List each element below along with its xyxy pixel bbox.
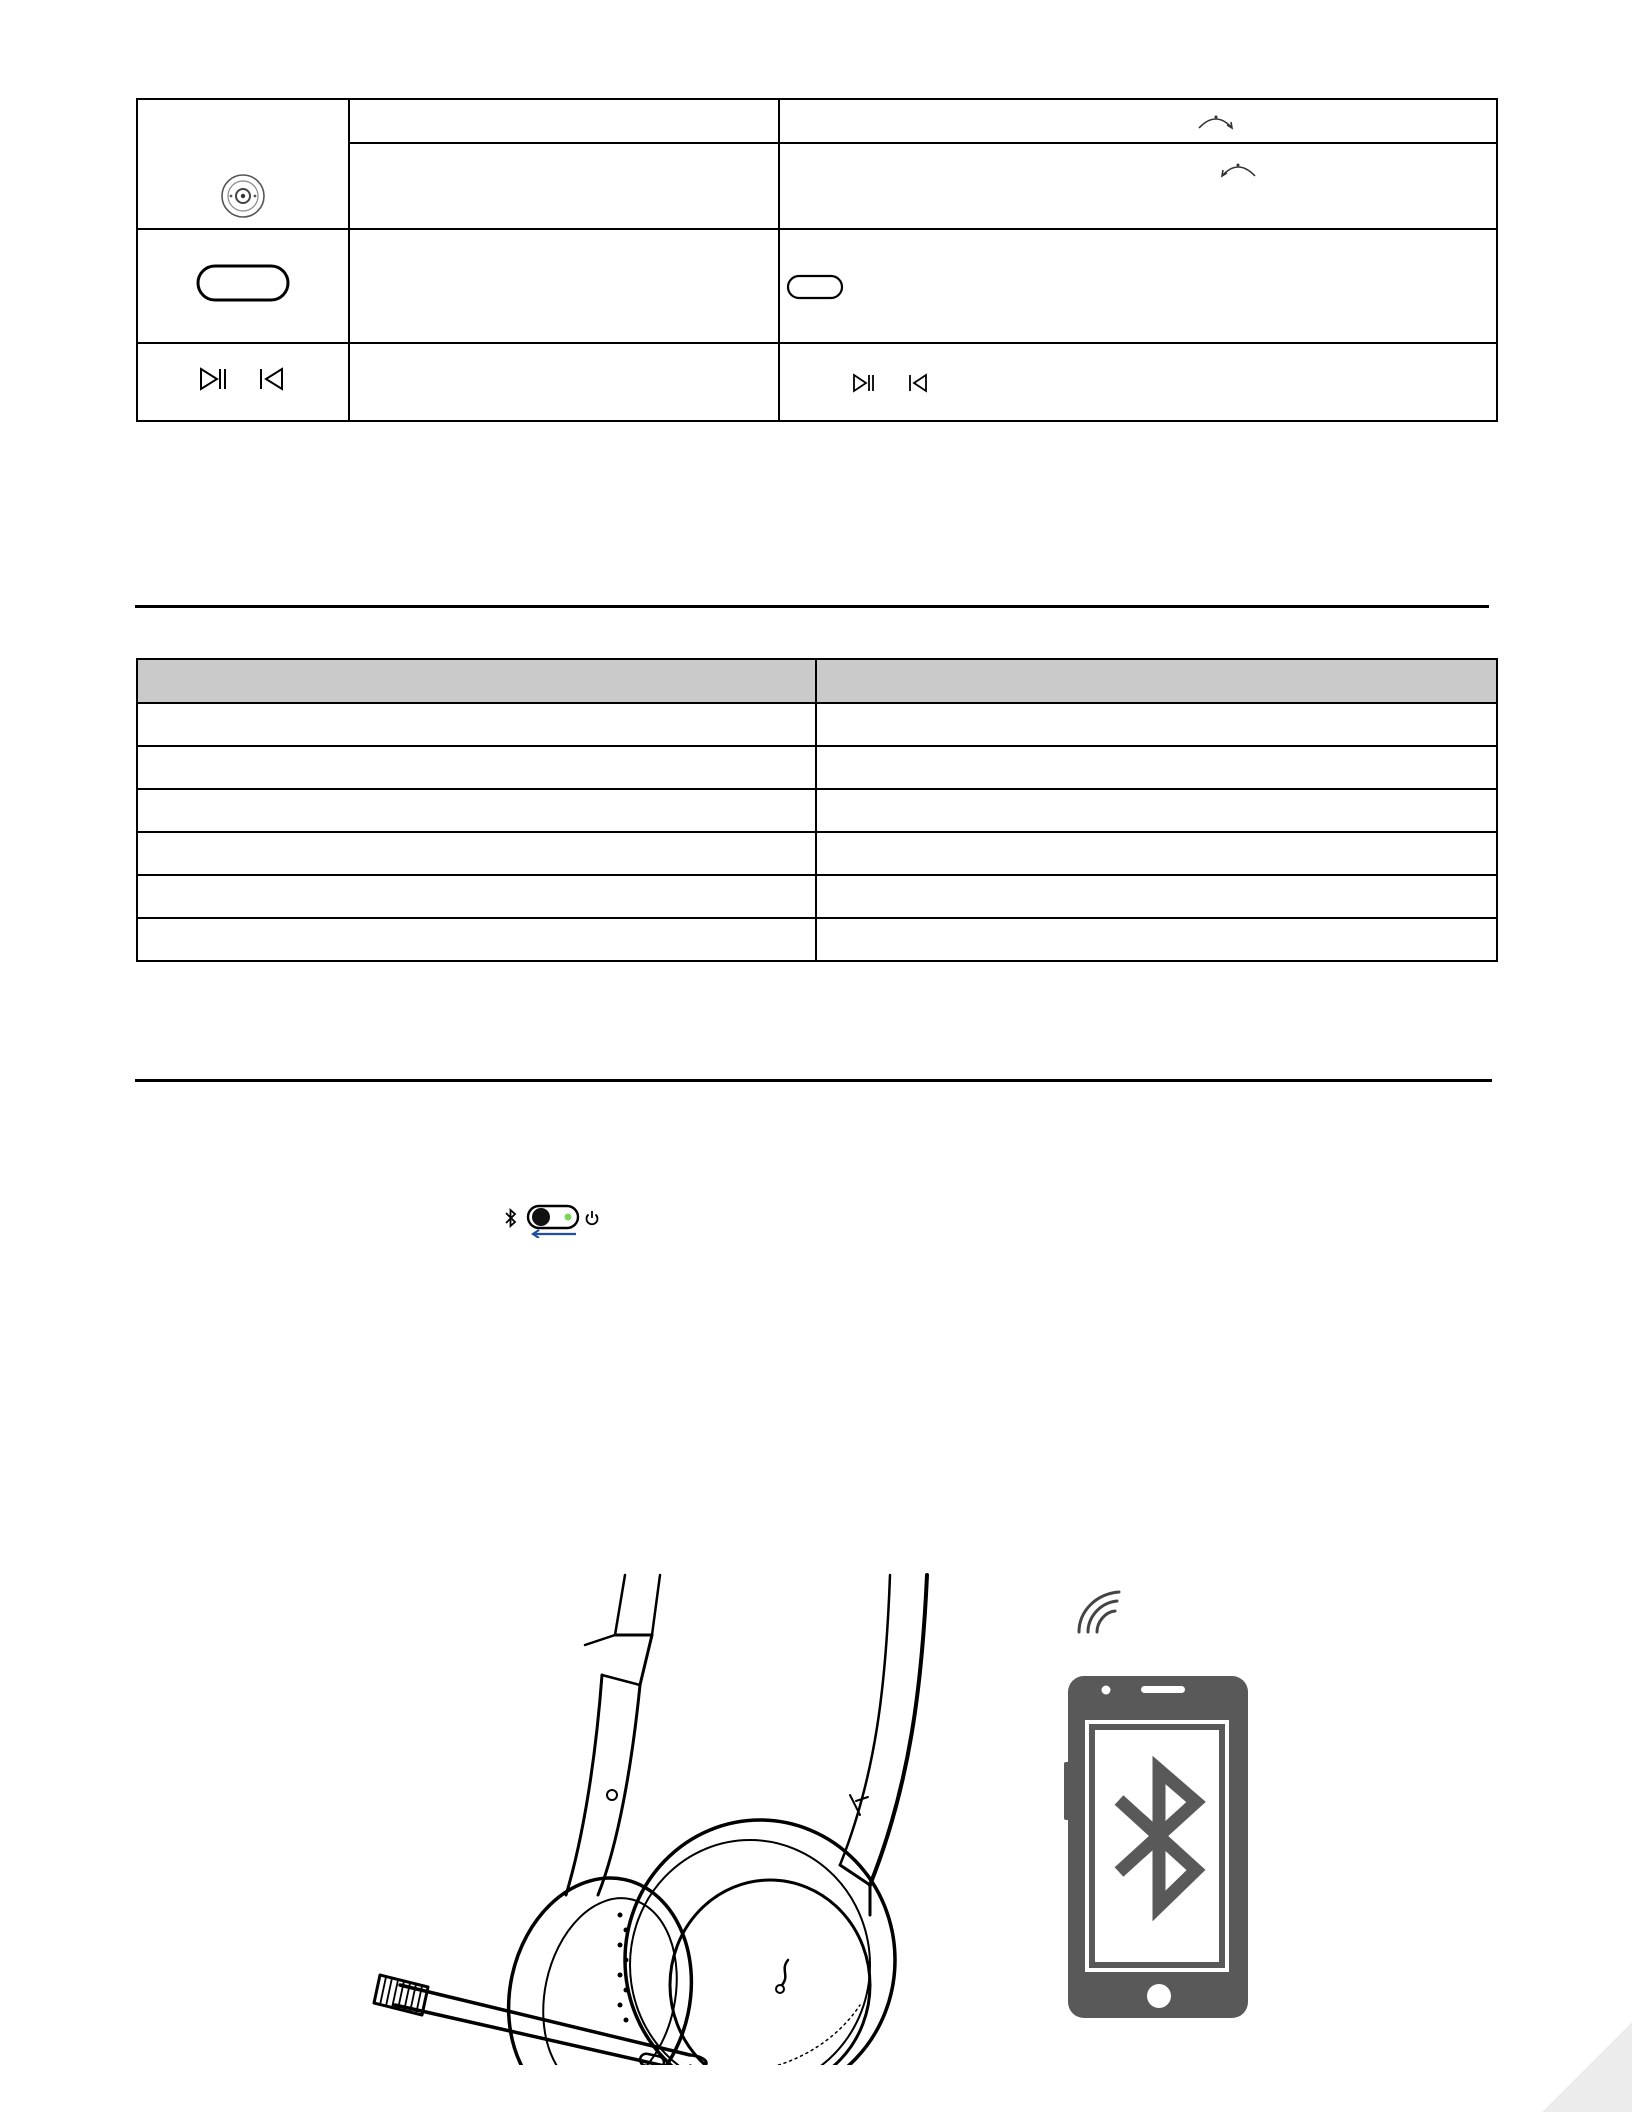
page-corner-fold [1542, 2022, 1632, 2112]
led-status-table [136, 658, 1498, 962]
pill-button-cell [137, 229, 349, 343]
pill-button-icon [196, 263, 290, 303]
headset-with-boom-mic-icon [370, 1565, 940, 2065]
section-divider [135, 605, 1489, 608]
slide-switch-icon [526, 1204, 582, 1238]
control-action-cell [349, 99, 779, 143]
dial-control-icon [218, 171, 268, 221]
dial-control-cell [137, 99, 349, 229]
pill-button-icon [786, 274, 844, 300]
play-pause-cell [137, 343, 349, 421]
led-table-cell [137, 832, 816, 875]
control-description-cell [779, 343, 1497, 421]
led-table-cell [816, 832, 1497, 875]
control-action-cell [349, 343, 779, 421]
led-table-cell [137, 746, 816, 789]
section-divider [135, 1079, 1492, 1082]
led-table-cell [816, 746, 1497, 789]
power-icon [584, 1210, 600, 1226]
led-table-cell [137, 703, 816, 746]
led-table-cell [816, 703, 1497, 746]
wireless-signal-icon [1075, 1588, 1125, 1638]
led-table-header [816, 659, 1497, 703]
led-table-cell [816, 918, 1497, 961]
control-description-cell [779, 99, 1497, 143]
smartphone-bluetooth-icon [1064, 1674, 1254, 2020]
control-description-cell [779, 229, 1497, 343]
led-table-cell [137, 789, 816, 832]
led-table-header [137, 659, 816, 703]
led-table-cell [137, 918, 816, 961]
control-action-cell [349, 143, 779, 229]
control-description-cell [779, 143, 1497, 229]
controls-table [136, 98, 1498, 422]
arc-counterclockwise-icon [1218, 158, 1258, 180]
led-table-cell [137, 875, 816, 918]
led-table-cell [816, 875, 1497, 918]
play-pause-previous-icon [850, 372, 932, 394]
led-table-cell [816, 789, 1497, 832]
power-switch-illustration [504, 1200, 604, 1240]
arc-clockwise-icon [1196, 110, 1236, 132]
play-pause-previous-icon [195, 364, 291, 394]
control-action-cell [349, 229, 779, 343]
bluetooth-icon [504, 1208, 518, 1228]
